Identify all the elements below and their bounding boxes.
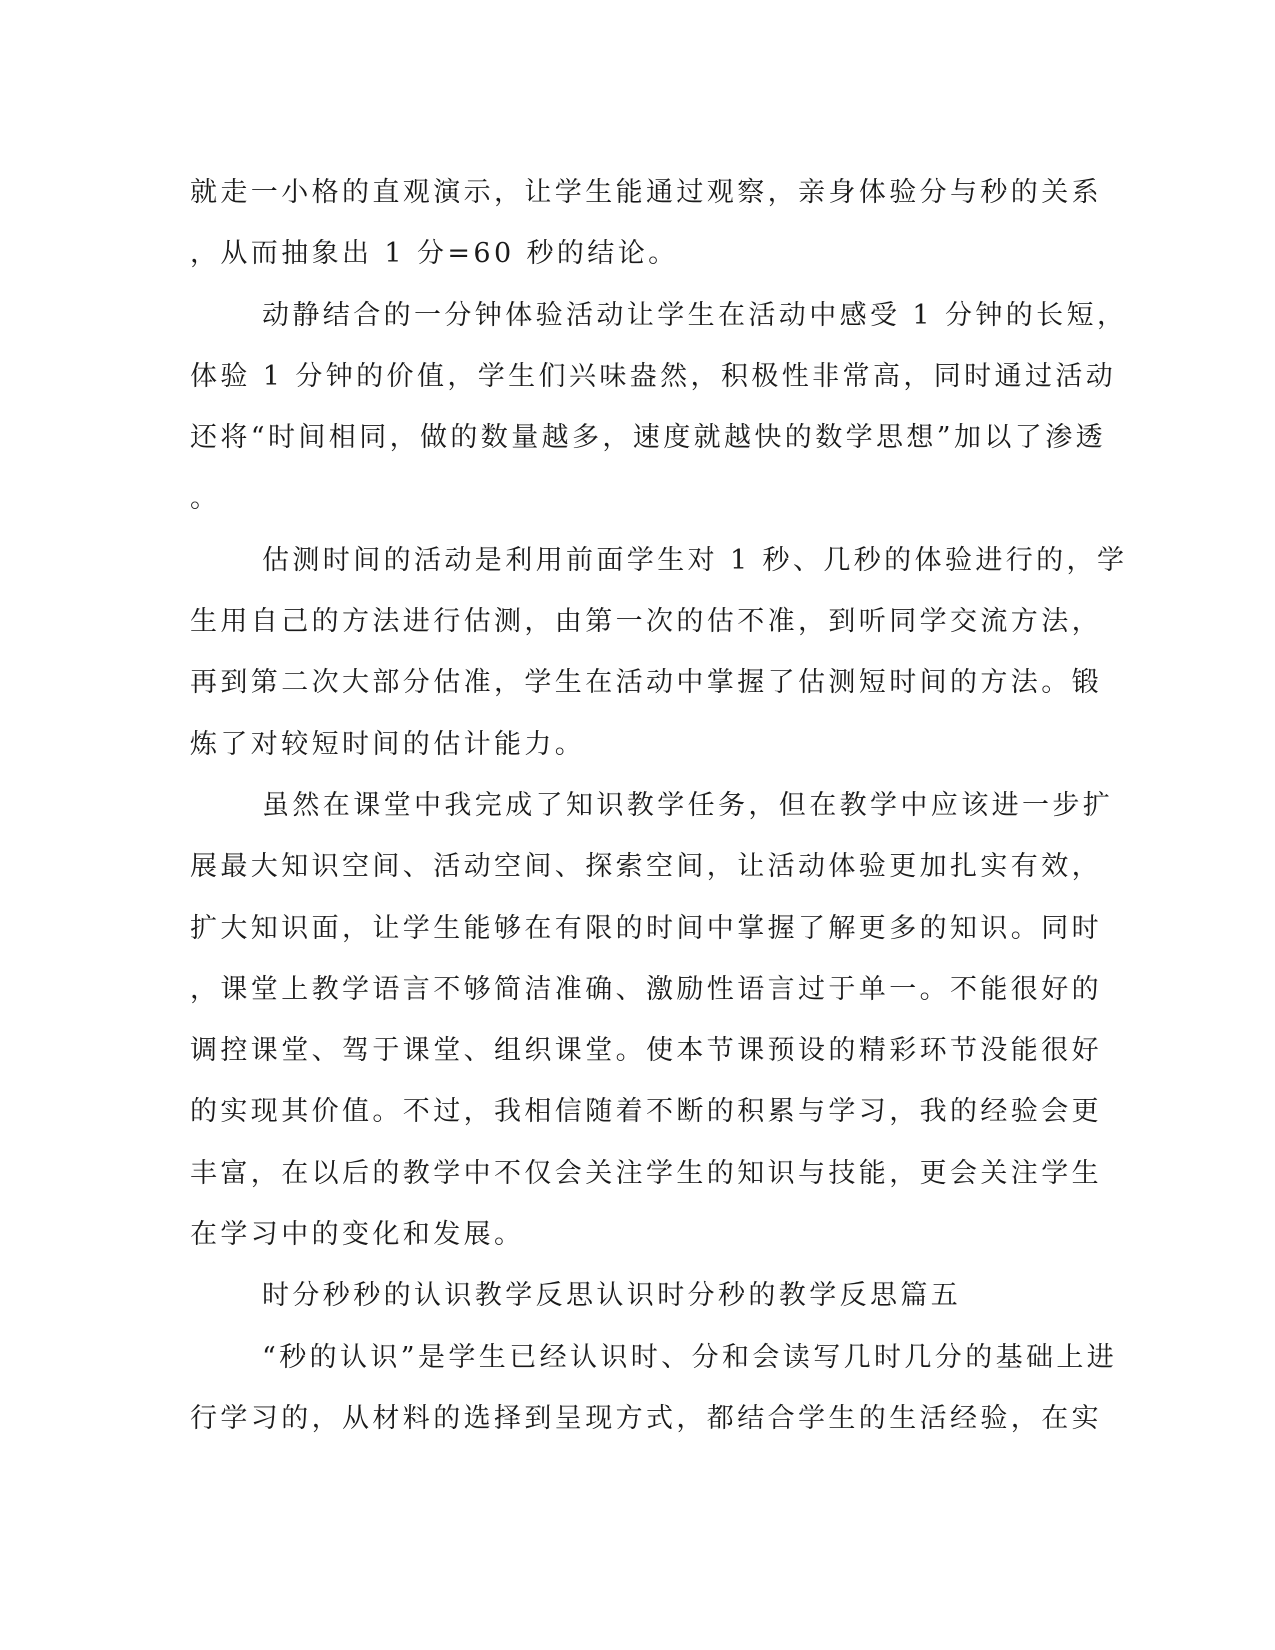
text-line: ，从而抽象出 1 分=60 秒的结论。: [190, 238, 679, 270]
text-line: 体验 1 分钟的价值，学生们兴味盎然，积极性非常高，同时通过活动: [190, 360, 1117, 392]
paragraph-start-line: “秒的认识”是学生已经认识时、分和会读写几时几分的基础上进: [262, 1341, 1118, 1373]
text-line: 行学习的，从材料的选择到呈现方式，都结合学生的生活经验，在实: [190, 1402, 1102, 1434]
text-line: ，课堂上教学语言不够简洁准确、激励性语言过于单一。不能很好的: [190, 973, 1102, 1005]
text-line: 还将“时间相同，做的数量越多，速度就越快的数学思想”加以了渗透: [190, 422, 1107, 454]
section-heading: 时分秒秒的认识教学反思认识时分秒的教学反思篇五: [262, 1280, 962, 1312]
text-line: 再到第二次大部分估准，学生在活动中掌握了估测短时间的方法。锻: [190, 667, 1102, 699]
text-line: 的实现其价值。不过，我相信随着不断的积累与学习，我的经验会更: [190, 1096, 1102, 1128]
paragraph-start-line: 虽然在课堂中我完成了知识教学任务，但在教学中应该进一步扩: [262, 789, 1114, 821]
text-line: 在学习中的变化和发展。: [190, 1219, 525, 1251]
text-line: 就走一小格的直观演示，让学生能通过观察，亲身体验分与秒的关系: [190, 177, 1102, 208]
text-line: 扩大知识面，让学生能够在有限的时间中掌握了解更多的知识。同时: [190, 912, 1102, 944]
document-body: [190, 162, 1128, 1449]
text-line: 调控课堂、驾于课堂、组织课堂。使本节课预设的精彩环节没能很好: [190, 1035, 1102, 1067]
text-line: 展最大知识空间、活动空间、探索空间，让活动体验更加扎实有效，: [190, 851, 1102, 883]
text-line: 生用自己的方法进行估测，由第一次的估不准，到听同学交流方法，: [190, 606, 1102, 638]
text-line: 炼了对较短时间的估计能力。: [190, 728, 586, 760]
text-line: 。: [190, 483, 221, 515]
text-line: 丰富，在以后的教学中不仅会关注学生的知识与技能，更会关注学生: [190, 1157, 1102, 1189]
paragraph-start-line: 动静结合的一分钟体验活动让学生在活动中感受 1 分钟的长短，: [262, 299, 1128, 331]
paragraph-start-line: 估测时间的活动是利用前面学生对 1 秒、几秒的体验进行的，学: [262, 544, 1128, 576]
